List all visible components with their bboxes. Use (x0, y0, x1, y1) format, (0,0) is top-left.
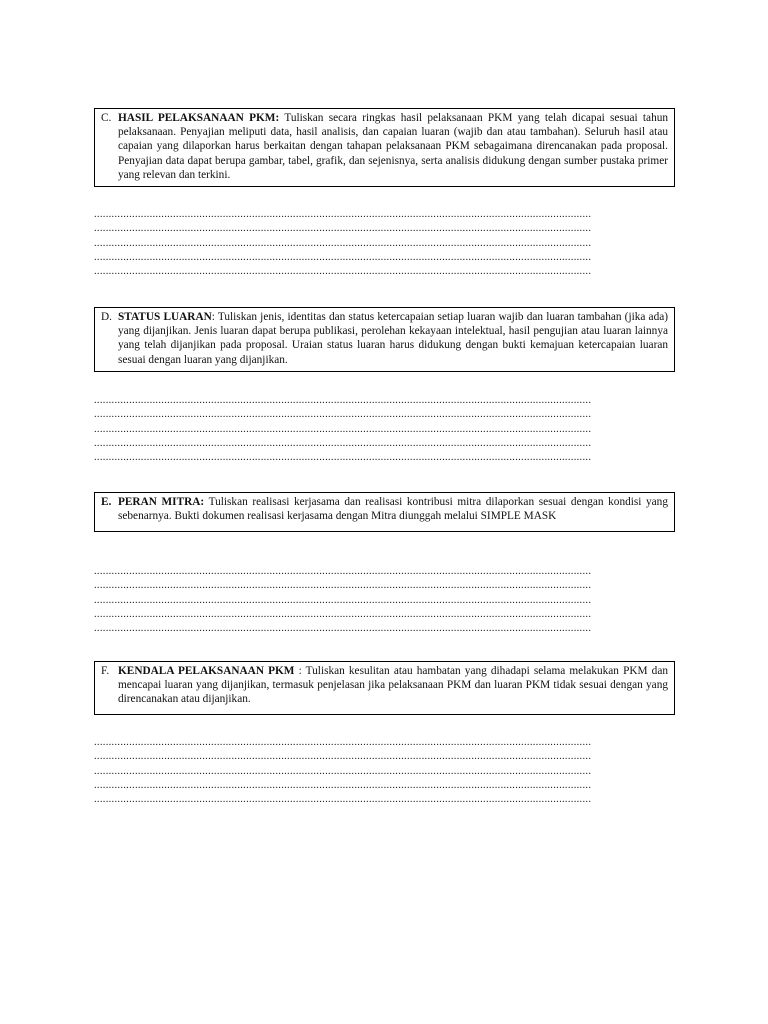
section-d-heading: STATUS LUARAN (118, 311, 212, 323)
dotted-answer-line: .......................................................................................................................................................................... (94, 223, 592, 235)
section-d-text: : Tuliskan jenis, identitas dan status ketercapaian setiap luaran wajib dan luaran tambahan (jika ada) yang dijanjikan. Jenis luaran dapat berupa publikasi, perolehan kekayaan intelektual, hasil pengujian atau luaran lainnya yang telah dijanjikan pada proposal. Uraian status luaran harus didukung dengan bukti kemajuan ketercapaian luaran sesuai dengan luaran yang dijanjikan. (118, 311, 668, 366)
dotted-answer-line: .......................................................................................................................................................................... (94, 751, 592, 763)
dotted-answer-line: .......................................................................................................................................................................... (94, 608, 592, 620)
section-e-letter: E. (101, 496, 112, 508)
dotted-answer-line: .......................................................................................................................................................................... (94, 423, 592, 435)
section-c-answer-lines (94, 208, 675, 279)
dotted-answer-line: .......................................................................................................................................................................... (94, 765, 592, 777)
dotted-answer-line: .......................................................................................................................................................................... (94, 237, 592, 249)
section-f-letter: F. (101, 665, 110, 677)
section-e-heading: PERAN MITRA: (118, 496, 205, 508)
section-d-content (118, 310, 668, 367)
section-e-answer-lines (94, 565, 675, 636)
section-f-text: : Tuliskan kesulitan atau hambatan yang dihadapi selama melakukan PKM dan mencapai luaran yang dijanjikan, termasuk penjelasan jika pelaksanaan PKM dan luaran PKM tidak sesuai dengan yang direncanakan atau dijanjikan. (118, 665, 668, 706)
section-e-content (118, 495, 668, 523)
dotted-answer-line: .......................................................................................................................................................................... (94, 266, 592, 278)
dotted-answer-line: .......................................................................................................................................................................... (94, 566, 592, 577)
section-c-heading: HASIL PELAKSANAAN PKM: (118, 112, 280, 124)
section-e (94, 492, 675, 532)
dotted-answer-line: .......................................................................................................................................................................... (94, 737, 592, 748)
section-d (94, 307, 675, 372)
section-c-letter: C. (101, 112, 112, 124)
section-c (94, 108, 675, 187)
dotted-answer-line: .......................................................................................................................................................................... (94, 779, 592, 791)
section-f-content (118, 664, 668, 707)
section-c-text: Tuliskan secara ringkas hasil pelaksanaan PKM yang telah dicapai sesuai tahun pelaksanaan. Penyajian meliputi data, hasil analisis, dan capaian luaran (wajib dan atau tambahan). Seluruh hasil atau capaian yang dilaporkan harus berkaitan dengan tahapan pelaksanaan PKM sebagaimana direncanakan pada proposal. Penyajian data dapat berupa gambar, tabel, grafik, dan sejenisnya, serta analisis didukung dengan sumber pustaka primer yang relevan dan terkini. (118, 112, 669, 181)
dotted-answer-line: .......................................................................................................................................................................... (94, 437, 592, 449)
section-d-answer-lines (94, 394, 675, 465)
section-f-box (94, 661, 675, 715)
section-f-answer-lines (94, 736, 675, 807)
dotted-answer-line: .......................................................................................................................................................................... (94, 209, 592, 220)
dotted-answer-line: .......................................................................................................................................................................... (94, 594, 592, 606)
dotted-answer-line: .......................................................................................................................................................................... (94, 580, 592, 592)
section-c-content (118, 111, 668, 182)
section-d-box (94, 307, 675, 372)
section-c-box (94, 108, 675, 187)
dotted-answer-line: .......................................................................................................................................................................... (94, 251, 592, 263)
dotted-answer-line: .......................................................................................................................................................................... (94, 409, 592, 421)
dotted-answer-line: .......................................................................................................................................................................... (94, 395, 592, 406)
section-f-heading: KENDALA PELAKSANAAN PKM (118, 665, 295, 677)
section-e-text: Tuliskan realisasi kerjasama dan realisasi kontribusi mitra dilaporkan sesuai dengan kondisi yang sebenarnya. Bukti dokumen realisasi kerjasama dengan Mitra diunggah melalui SIMPLE MASK (118, 496, 668, 523)
dotted-answer-line: .......................................................................................................................................................................... (94, 623, 592, 635)
dotted-answer-line: .......................................................................................................................................................................... (94, 452, 592, 464)
dotted-answer-line: .......................................................................................................................................................................... (94, 794, 592, 806)
section-e-box (94, 492, 675, 532)
section-d-letter: D. (101, 311, 112, 323)
section-f (94, 661, 675, 715)
